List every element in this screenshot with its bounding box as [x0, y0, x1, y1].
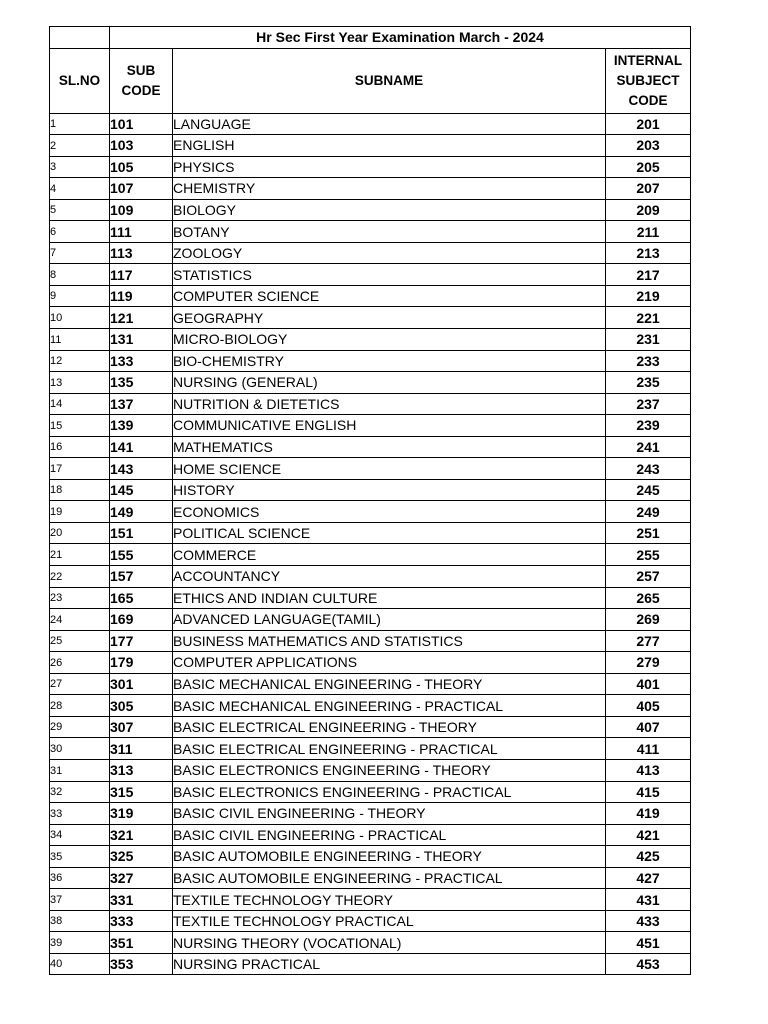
header-subname: SUBNAME	[173, 48, 606, 113]
header-sub-code-line2: CODE	[121, 82, 161, 98]
internal-code-cell: 245	[606, 479, 691, 501]
sl-no-cell: 20	[50, 522, 110, 544]
sub-code-cell: 103	[110, 135, 173, 157]
internal-code-cell: 201	[606, 113, 691, 135]
table-row	[50, 803, 691, 825]
header-row	[50, 48, 691, 113]
sub-code-cell: 321	[110, 824, 173, 846]
sl-no-cell: 38	[50, 910, 110, 932]
internal-code-cell: 405	[606, 695, 691, 717]
table-row	[50, 372, 691, 394]
subname-cell: NUTRITION & DIETETICS	[173, 393, 606, 415]
sl-no-cell: 31	[50, 759, 110, 781]
subname-cell: POLITICAL SCIENCE	[173, 522, 606, 544]
table-row	[50, 846, 691, 868]
subname-cell: BUSINESS MATHEMATICS AND STATISTICS	[173, 630, 606, 652]
sl-no-cell: 24	[50, 609, 110, 631]
subname-cell: BASIC MECHANICAL ENGINEERING - THEORY	[173, 673, 606, 695]
sub-code-cell: 353	[110, 953, 173, 975]
sl-no-cell: 2	[50, 135, 110, 157]
sub-code-cell: 137	[110, 393, 173, 415]
sub-code-cell: 113	[110, 242, 173, 264]
table-row	[50, 587, 691, 609]
sl-no-cell: 11	[50, 329, 110, 351]
sl-no-cell: 21	[50, 544, 110, 566]
table-row	[50, 178, 691, 200]
sl-no-cell: 27	[50, 673, 110, 695]
internal-code-cell: 269	[606, 609, 691, 631]
subname-cell: STATISTICS	[173, 264, 606, 286]
sl-no-cell: 9	[50, 285, 110, 307]
subname-cell: CHEMISTRY	[173, 178, 606, 200]
table-row	[50, 630, 691, 652]
internal-code-cell: 243	[606, 458, 691, 480]
subname-cell: COMPUTER APPLICATIONS	[173, 652, 606, 674]
table-row	[50, 889, 691, 911]
subname-cell: TEXTILE TECHNOLOGY THEORY	[173, 889, 606, 911]
internal-code-cell: 453	[606, 953, 691, 975]
internal-code-cell: 419	[606, 803, 691, 825]
table-row	[50, 458, 691, 480]
table-row	[50, 199, 691, 221]
table-row	[50, 932, 691, 954]
internal-code-cell: 425	[606, 846, 691, 868]
table-row	[50, 652, 691, 674]
sl-no-cell: 14	[50, 393, 110, 415]
sl-no-cell: 19	[50, 501, 110, 523]
internal-code-cell: 239	[606, 415, 691, 437]
table-row	[50, 544, 691, 566]
sub-code-cell: 155	[110, 544, 173, 566]
internal-code-cell: 279	[606, 652, 691, 674]
sl-no-cell: 26	[50, 652, 110, 674]
sl-no-cell: 13	[50, 372, 110, 394]
internal-code-cell: 249	[606, 501, 691, 523]
subname-cell: ETHICS AND INDIAN CULTURE	[173, 587, 606, 609]
subname-cell: HISTORY	[173, 479, 606, 501]
sl-no-cell: 37	[50, 889, 110, 911]
table-row	[50, 781, 691, 803]
internal-code-cell: 207	[606, 178, 691, 200]
sl-no-cell: 3	[50, 156, 110, 178]
subname-cell: MATHEMATICS	[173, 436, 606, 458]
internal-code-cell: 211	[606, 221, 691, 243]
title-row	[50, 27, 691, 49]
internal-code-cell: 205	[606, 156, 691, 178]
table-row	[50, 415, 691, 437]
sl-no-cell: 18	[50, 479, 110, 501]
internal-code-cell: 251	[606, 522, 691, 544]
subname-cell: HOME SCIENCE	[173, 458, 606, 480]
subname-cell: GEOGRAPHY	[173, 307, 606, 329]
sub-code-cell: 141	[110, 436, 173, 458]
header-sub-code	[110, 48, 173, 113]
sub-code-cell: 149	[110, 501, 173, 523]
table-row	[50, 113, 691, 135]
table-row	[50, 285, 691, 307]
sub-code-cell: 151	[110, 522, 173, 544]
sub-code-cell: 351	[110, 932, 173, 954]
table-row	[50, 673, 691, 695]
sl-no-cell: 6	[50, 221, 110, 243]
header-internal-line2: SUBJECT	[616, 72, 680, 88]
table-body	[50, 27, 691, 975]
table-row	[50, 479, 691, 501]
sub-code-cell: 111	[110, 221, 173, 243]
table-row	[50, 350, 691, 372]
internal-code-cell: 209	[606, 199, 691, 221]
table-row	[50, 156, 691, 178]
sub-code-cell: 139	[110, 415, 173, 437]
table-row	[50, 221, 691, 243]
table-row	[50, 824, 691, 846]
sub-code-cell: 165	[110, 587, 173, 609]
sl-no-cell: 29	[50, 716, 110, 738]
internal-code-cell: 241	[606, 436, 691, 458]
subname-cell: BASIC MECHANICAL ENGINEERING - PRACTICAL	[173, 695, 606, 717]
table-row	[50, 566, 691, 588]
table-row	[50, 436, 691, 458]
internal-code-cell: 421	[606, 824, 691, 846]
internal-code-cell: 231	[606, 329, 691, 351]
header-internal-line3: CODE	[628, 92, 668, 108]
internal-code-cell: 257	[606, 566, 691, 588]
sub-code-cell: 107	[110, 178, 173, 200]
sl-no-cell: 16	[50, 436, 110, 458]
sub-code-cell: 101	[110, 113, 173, 135]
internal-code-cell: 407	[606, 716, 691, 738]
sub-code-cell: 121	[110, 307, 173, 329]
internal-code-cell: 431	[606, 889, 691, 911]
table-row	[50, 522, 691, 544]
sub-code-cell: 327	[110, 867, 173, 889]
sl-no-cell: 5	[50, 199, 110, 221]
table-row	[50, 135, 691, 157]
sub-code-cell: 307	[110, 716, 173, 738]
table-row	[50, 307, 691, 329]
sl-no-cell: 22	[50, 566, 110, 588]
subname-cell: BASIC CIVIL ENGINEERING - THEORY	[173, 803, 606, 825]
blank-cell	[50, 27, 110, 49]
subname-cell: MICRO-BIOLOGY	[173, 329, 606, 351]
sl-no-cell: 25	[50, 630, 110, 652]
sub-code-cell: 135	[110, 372, 173, 394]
sub-code-cell: 325	[110, 846, 173, 868]
internal-code-cell: 401	[606, 673, 691, 695]
sub-code-cell: 311	[110, 738, 173, 760]
internal-code-cell: 451	[606, 932, 691, 954]
table-row	[50, 867, 691, 889]
sub-code-cell: 143	[110, 458, 173, 480]
internal-code-cell: 265	[606, 587, 691, 609]
subname-cell: ADVANCED LANGUAGE(TAMIL)	[173, 609, 606, 631]
internal-code-cell: 415	[606, 781, 691, 803]
internal-code-cell: 213	[606, 242, 691, 264]
subname-cell: BIO-CHEMISTRY	[173, 350, 606, 372]
subname-cell: BASIC ELECTRICAL ENGINEERING - PRACTICAL	[173, 738, 606, 760]
sl-no-cell: 35	[50, 846, 110, 868]
subname-cell: ECONOMICS	[173, 501, 606, 523]
subname-cell: NURSING (GENERAL)	[173, 372, 606, 394]
sub-code-cell: 315	[110, 781, 173, 803]
sub-code-cell: 179	[110, 652, 173, 674]
sub-code-cell: 313	[110, 759, 173, 781]
table-row	[50, 329, 691, 351]
internal-code-cell: 235	[606, 372, 691, 394]
internal-code-cell: 433	[606, 910, 691, 932]
header-internal-line1: INTERNAL	[613, 52, 683, 68]
subname-cell: BASIC AUTOMOBILE ENGINEERING - THEORY	[173, 846, 606, 868]
sl-no-cell: 39	[50, 932, 110, 954]
sl-no-cell: 32	[50, 781, 110, 803]
sl-no-cell: 4	[50, 178, 110, 200]
table-row	[50, 716, 691, 738]
sub-code-cell: 169	[110, 609, 173, 631]
sl-no-cell: 23	[50, 587, 110, 609]
sl-no-cell: 17	[50, 458, 110, 480]
table-title: Hr Sec First Year Examination March - 2024	[110, 27, 691, 49]
sub-code-cell: 145	[110, 479, 173, 501]
subname-cell: ACCOUNTANCY	[173, 566, 606, 588]
subname-cell: BASIC ELECTRONICS ENGINEERING - PRACTICAL	[173, 781, 606, 803]
internal-code-cell: 255	[606, 544, 691, 566]
sl-no-cell: 15	[50, 415, 110, 437]
subname-cell: BASIC CIVIL ENGINEERING - PRACTICAL	[173, 824, 606, 846]
sl-no-cell: 1	[50, 113, 110, 135]
subname-cell: ZOOLOGY	[173, 242, 606, 264]
table-row	[50, 393, 691, 415]
sub-code-cell: 301	[110, 673, 173, 695]
sl-no-cell: 28	[50, 695, 110, 717]
table-row	[50, 695, 691, 717]
internal-code-cell: 427	[606, 867, 691, 889]
sub-code-cell: 117	[110, 264, 173, 286]
subname-cell: NURSING PRACTICAL	[173, 953, 606, 975]
sub-code-cell: 157	[110, 566, 173, 588]
subname-cell: ENGLISH	[173, 135, 606, 157]
internal-code-cell: 411	[606, 738, 691, 760]
sl-no-cell: 8	[50, 264, 110, 286]
subname-cell: BASIC ELECTRICAL ENGINEERING - THEORY	[173, 716, 606, 738]
internal-code-cell: 217	[606, 264, 691, 286]
table-row	[50, 738, 691, 760]
internal-code-cell: 237	[606, 393, 691, 415]
sub-code-cell: 305	[110, 695, 173, 717]
sl-no-cell: 34	[50, 824, 110, 846]
sub-code-cell: 109	[110, 199, 173, 221]
sl-no-cell: 40	[50, 953, 110, 975]
sl-no-cell: 36	[50, 867, 110, 889]
sl-no-cell: 7	[50, 242, 110, 264]
internal-code-cell: 221	[606, 307, 691, 329]
table-row	[50, 264, 691, 286]
internal-code-cell: 413	[606, 759, 691, 781]
table-row	[50, 242, 691, 264]
sub-code-cell: 319	[110, 803, 173, 825]
sub-code-cell: 119	[110, 285, 173, 307]
sub-code-cell: 131	[110, 329, 173, 351]
sub-code-cell: 331	[110, 889, 173, 911]
subname-cell: COMMUNICATIVE ENGLISH	[173, 415, 606, 437]
sub-code-cell: 105	[110, 156, 173, 178]
sl-no-cell: 30	[50, 738, 110, 760]
sl-no-cell: 12	[50, 350, 110, 372]
subname-cell: BIOLOGY	[173, 199, 606, 221]
table-row	[50, 759, 691, 781]
internal-code-cell: 219	[606, 285, 691, 307]
sub-code-cell: 333	[110, 910, 173, 932]
sub-code-cell: 133	[110, 350, 173, 372]
header-slno: SL.NO	[50, 48, 110, 113]
internal-code-cell: 233	[606, 350, 691, 372]
table-row	[50, 910, 691, 932]
table-row	[50, 501, 691, 523]
internal-code-cell: 277	[606, 630, 691, 652]
table-row	[50, 953, 691, 975]
subname-cell: BASIC AUTOMOBILE ENGINEERING - PRACTICAL	[173, 867, 606, 889]
table-row	[50, 609, 691, 631]
subname-cell: PHYSICS	[173, 156, 606, 178]
subname-cell: NURSING THEORY (VOCATIONAL)	[173, 932, 606, 954]
header-sub-code-line1: SUB	[126, 62, 156, 78]
internal-code-cell: 203	[606, 135, 691, 157]
subname-cell: BOTANY	[173, 221, 606, 243]
subname-cell: COMPUTER SCIENCE	[173, 285, 606, 307]
subject-code-table	[49, 26, 691, 975]
sl-no-cell: 10	[50, 307, 110, 329]
subname-cell: TEXTILE TECHNOLOGY PRACTICAL	[173, 910, 606, 932]
header-internal-subject-code	[606, 48, 691, 113]
sub-code-cell: 177	[110, 630, 173, 652]
subname-cell: COMMERCE	[173, 544, 606, 566]
subname-cell: BASIC ELECTRONICS ENGINEERING - THEORY	[173, 759, 606, 781]
sl-no-cell: 33	[50, 803, 110, 825]
subname-cell: LANGUAGE	[173, 113, 606, 135]
